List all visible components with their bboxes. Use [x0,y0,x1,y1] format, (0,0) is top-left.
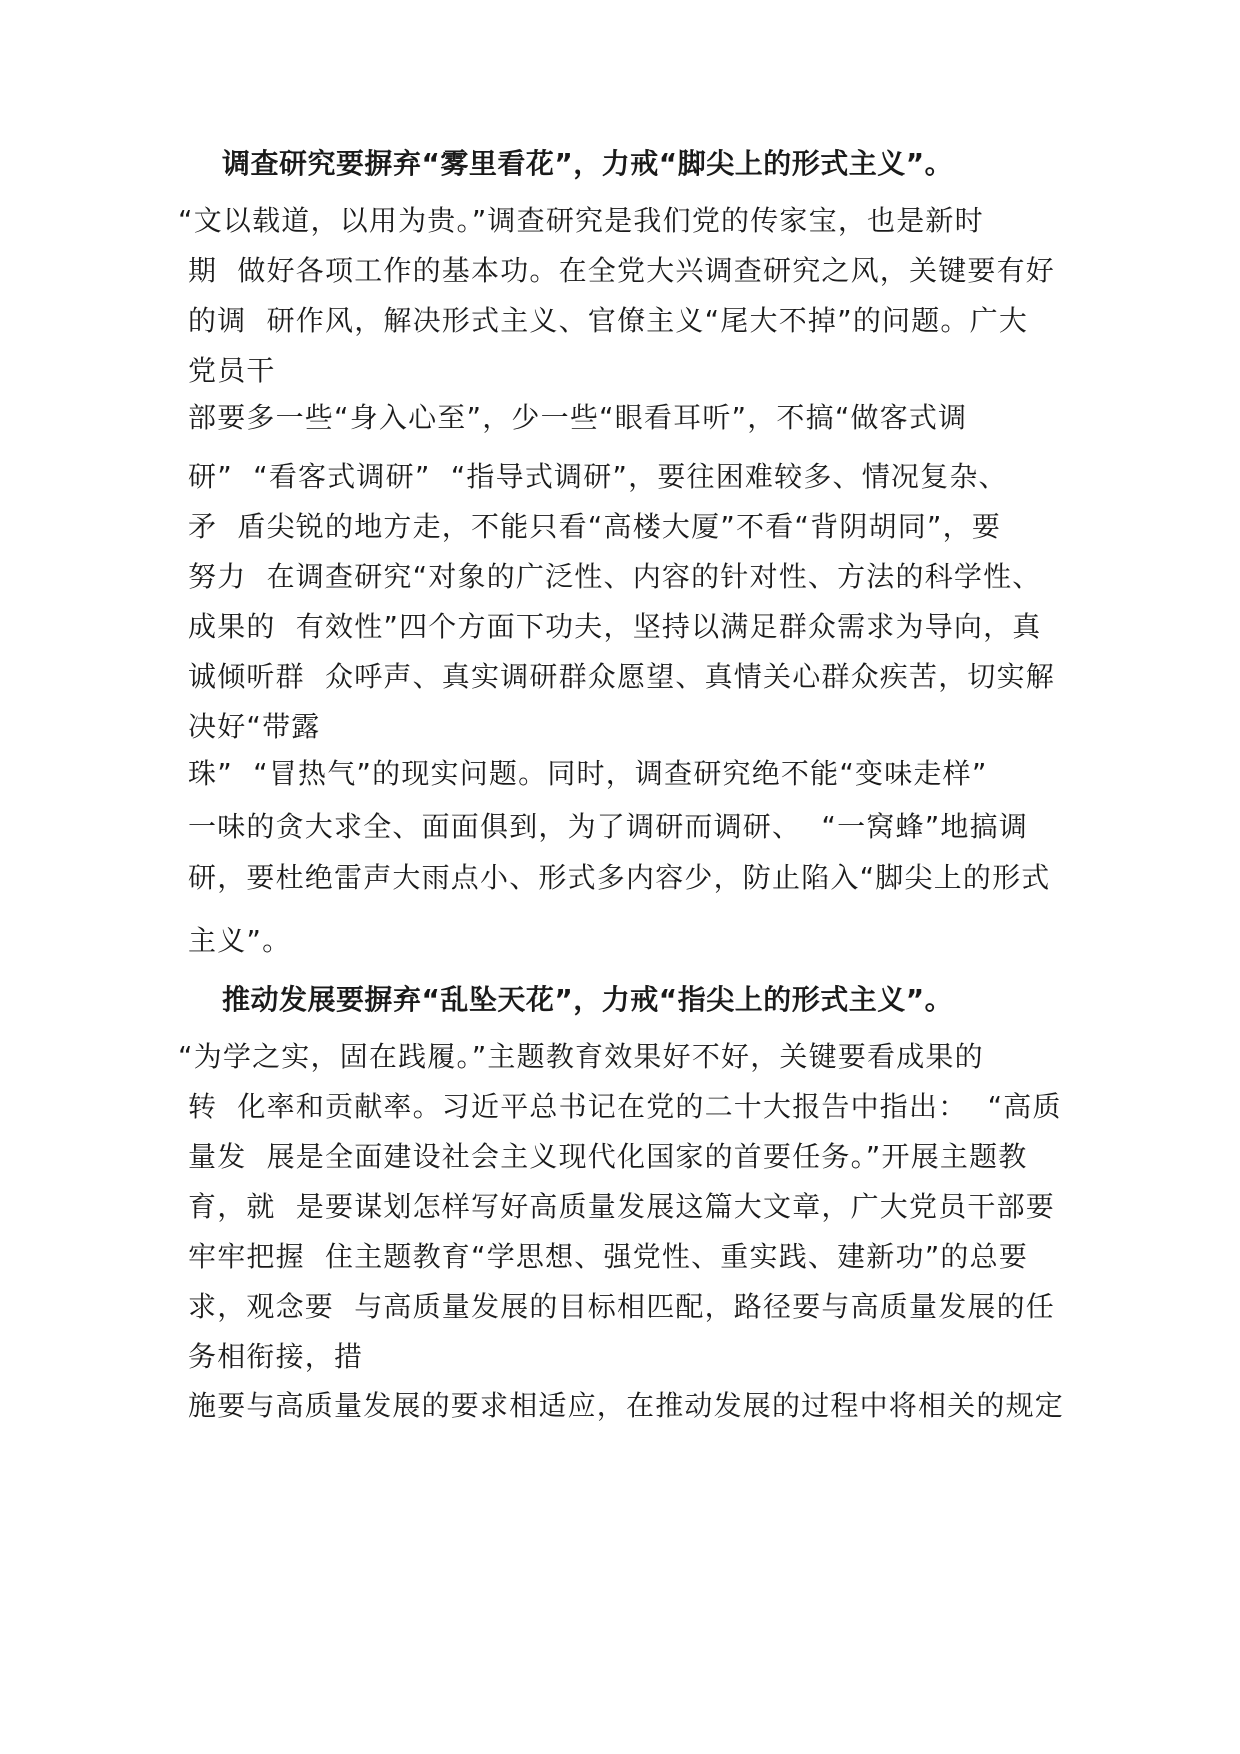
text-line: 努力 在调查研究“对象的广泛性、内容的针对性、方法的科学性、 [188,560,1042,593]
text-line: 求，观念要 与高质量发展的目标相匹配，路径要与高质量发展的任 [188,1290,1056,1323]
text-line: 务相衔接，措 [188,1340,364,1373]
text-line: “为学之实，固在践履。”主题教育效果好不好，关键要看成果的 [178,1040,984,1073]
text-line: 诚倾听群 众呼声、真实调研群众愿望、真情关心群众疾苦，切实解 [188,660,1056,693]
section-heading-research: 调查研究要摒弃“雾里看花”，力戒“脚尖上的形式主义”。 [222,147,954,180]
text-line: 珠” “冒热气”的现实问题。同时，调查研究绝不能“变味走样” [188,757,988,790]
text-line: 决好“带露 [188,710,321,743]
text-line: 一味的贪大求全、面面俱到，为了调研而调研、 “一窝蜂”地搞调 [188,810,1029,843]
text-line: 党员干 [188,354,276,387]
text-line: 主义”。 [188,924,292,957]
text-line: 量发 展是全面建设社会主义现代化国家的首要任务。”开展主题教 [188,1140,1028,1173]
text-line: 矛 盾尖锐的地方走，不能只看“高楼大厦”不看“背阴胡同”，要 [188,510,1002,543]
text-line: 育，就 是要谋划怎样写好高质量发展这篇大文章，广大党员干部要 [188,1190,1056,1223]
text-line: 期 做好各项工作的基本功。在全党大兴调查研究之风，关键要有好 [188,254,1056,287]
text-line: “文以载道，以用为贵。”调查研究是我们党的传家宝，也是新时 [178,204,984,237]
text-line: 转 化率和贡献率。习近平总书记在党的二十大报告中指出： “高质 [188,1090,1062,1123]
text-line: 成果的 有效性”四个方面下功夫，坚持以满足群众需求为导向，真 [188,610,1042,643]
text-line: 施要与高质量发展的要求相适应，在推动发展的过程中将相关的规定 [188,1389,1065,1422]
text-line: 的调 研作风，解决形式主义、官僚主义“尾大不掉”的问题。广大 [188,304,1029,337]
text-line: 牢牢把握 住主题教育“学思想、强党性、重实践、建新功”的总要 [188,1240,1029,1273]
section-heading-development: 推动发展要摒弃“乱坠天花”，力戒“指尖上的形式主义”。 [222,983,954,1016]
text-line: 部要多一些“身入心至”，少一些“眼看耳听”，不搞“做客式调 [188,401,968,434]
text-line: 研” “看客式调研” “指导式调研”，要往困难较多、情况复杂、 [188,460,1008,493]
text-line: 研，要杜绝雷声大雨点小、形式多内容少，防止陷入“脚尖上的形式 [188,861,1051,894]
